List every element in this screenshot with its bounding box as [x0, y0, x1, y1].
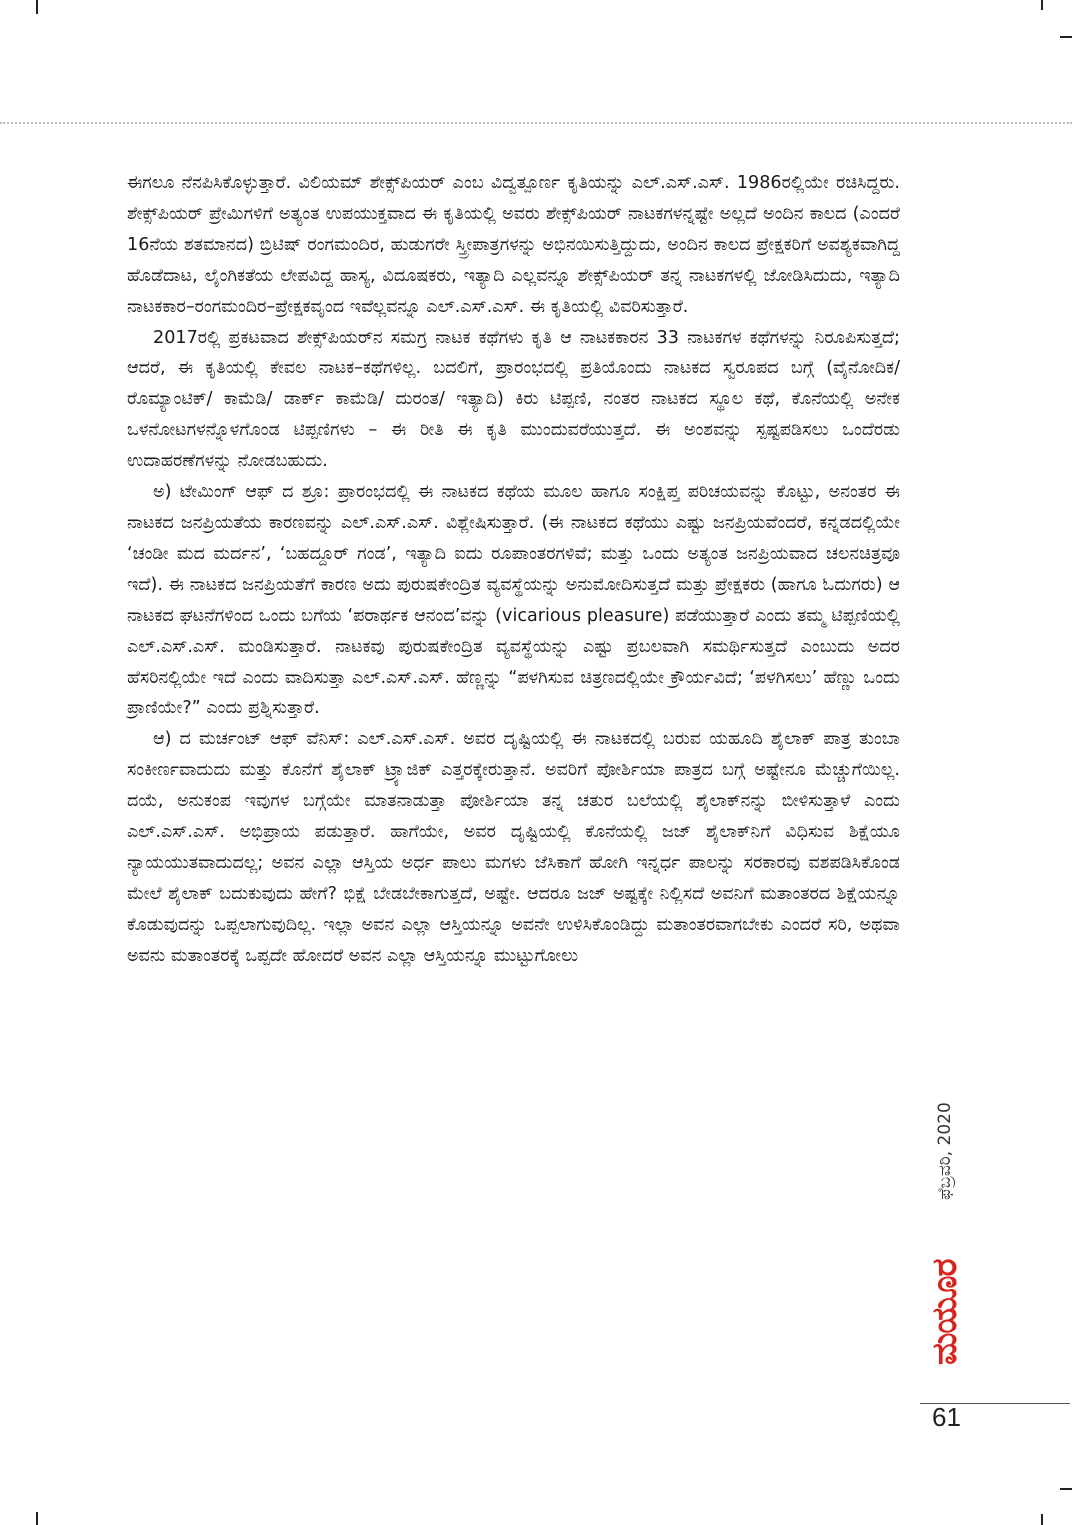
- paragraph-1: ಈಗಲೂ ನೆನಪಿಸಿಕೊಳ್ಳುತ್ತಾರೆ. ವಿಲಿಯಮ್ ಶೇಕ್ಸ್‌ಪಿಯರ್ ಎಂಬ ವಿದ್ವತ್ಪೂರ್ಣ ಕೃತಿಯನ್ನು ಎಲ್.ಎಸ್.ಎಸ್. 1986ರಲ್ಲಿಯೇ ರಚಿಸಿದ್ದರು. ಶೇಕ್ಸ್‌ಪಿಯರ್ ಪ್ರೇಮಿಗಳಿಗೆ ಅತ್ಯಂತ ಉಪಯುಕ್ತವಾದ ಈ ಕೃತಿಯಲ್ಲಿ ಅವರು ಶೇಕ್ಸ್‌ಪಿಯರ್ ನಾಟಕಗಳನ್ನಷ್ಟೇ ಅಲ್ಲದೆ ಅಂದಿನ ಕಾಲದ (ಎಂದರೆ 16ನೆಯ ಶತಮಾನದ) ಬ್ರಿಟಿಷ್ ರಂಗಮಂದಿರ, ಹುಡುಗರೇ ಸ್ತ್ರೀಪಾತ್ರಗಳನ್ನು ಅಭಿನಯಿಸುತ್ತಿದ್ದುದು, ಅಂದಿನ ಕಾಲದ ಪ್ರೇಕ್ಷಕರಿಗೆ ಅವಶ್ಯಕವಾಗಿದ್ದ ಹೊಡೆದಾಟ, ಲೈಂಗಿಕತೆಯ ಲೇಪವಿದ್ದ ಹಾಸ್ಯ, ವಿದೂಷಕರು, ಇತ್ಯಾದಿ ಎಲ್ಲವನ್ನೂ ಶೇಕ್ಸ್‌ಪಿಯರ್ ತನ್ನ ನಾಟಕಗಳಲ್ಲಿ ಜೋಡಿಸಿದುದು, ಇತ್ಯಾದಿ ನಾಟಕಕಾರ–ರಂಗಮಂದಿರ–ಪ್ರೇಕ್ಷಕವೃಂದ ಇವೆಲ್ಲವನ್ನೂ ಎಲ್.ಎಸ್.ಎಸ್. ಈ ಕೃತಿಯಲ್ಲಿ ವಿವರಿಸುತ್ತಾರೆ.: [127, 173, 900, 317]
- paragraph-2: 2017ರಲ್ಲಿ ಪ್ರಕಟವಾದ ಶೇಕ್ಸ್‌ಪಿಯರ್‌ನ ಸಮಗ್ರ ನಾಟಕ ಕಥೆಗಳು ಕೃತಿ ಆ ನಾಟಕಕಾರನ 33 ನಾಟಕಗಳ ಕಥೆಗಳನ್ನು ನಿರೂಪಿಸುತ್ತದೆ; ಆದರೆ, ಈ ಕೃತಿಯಲ್ಲಿ ಕೇವಲ ನಾಟಕ–ಕಥೆಗಳಿಲ್ಲ. ಬದಲಿಗೆ, ಪ್ರಾರಂಭದಲ್ಲಿ ಪ್ರತಿಯೊಂದು ನಾಟಕದ ಸ್ವರೂಪದ ಬಗ್ಗೆ (ವೈನೋದಿಕ/ ರೊಮ್ಯಾಂಟಿಕ್/ ಕಾಮೆಡಿ/ ಡಾರ್ಕ್ ಕಾಮೆಡಿ/ ದುರಂತ/ ಇತ್ಯಾದಿ) ಕಿರು ಟಿಪ್ಪಣಿ, ನಂತರ ನಾಟಕದ ಸ್ಥೂಲ ಕಥೆ, ಕೊನೆಯಲ್ಲಿ ಅನೇಕ ಒಳನೋಟಗಳನ್ನೊಳಗೊಂಡ ಟಿಪ್ಪಣಿಗಳು – ಈ ರೀತಿ ಈ ಕೃತಿ ಮುಂದುವರೆಯುತ್ತದೆ. ಈ ಅಂಶವನ್ನು ಸ್ಪಷ್ಟಪಡಿಸಲು ಒಂದೆರಡು ಉದಾಹರಣೆಗಳನ್ನು ನೋಡಬಹುದು.: [127, 327, 900, 472]
- paragraph-3: ಅ) ಟೇಮಿಂಗ್ ಆಫ್ ದ ಶ್ರೂ: ಪ್ರಾರಂಭದಲ್ಲಿ ಈ ನಾಟಕದ ಕಥೆಯ ಮೂಲ ಹಾಗೂ ಸಂಕ್ಷಿಪ್ತ ಪರಿಚಯವನ್ನು ಕೊಟ್ಟು, ಅನಂತರ ಈ ನಾಟಕದ ಜನಪ್ರಿಯತೆಯ ಕಾರಣವನ್ನು ಎಲ್.ಎಸ್.ಎಸ್. ವಿಶ್ಲೇಷಿಸುತ್ತಾರೆ. (ಈ ನಾಟಕದ ಕಥೆಯು ಎಷ್ಟು ಜನಪ್ರಿಯವೆಂದರೆ, ಕನ್ನಡದಲ್ಲಿಯೇ ‘ಚಂಡೀ ಮದ ಮರ್ದನ’, ‘ಬಹದ್ದೂರ್ ಗಂಡ’, ಇತ್ಯಾದಿ ಐದು ರೂಪಾಂತರಗಳಿವೆ; ಮತ್ತು ಒಂದು ಅತ್ಯಂತ ಜನಪ್ರಿಯವಾದ ಚಲನಚಿತ್ರವೂ ಇದೆ). ಈ ನಾಟಕದ ಜನಪ್ರಿಯತೆಗೆ ಕಾರಣ ಅದು ಪುರುಷಕೇಂದ್ರಿತ ವ್ಯವಸ್ಥೆಯನ್ನು ಅನುಮೋದಿಸುತ್ತದೆ ಮತ್ತು ಪ್ರೇಕ್ಷಕರು (ಹಾಗೂ ಓದುಗರು) ಆ ನಾಟಕದ ಘಟನೆಗಳಿಂದ ಒಂದು ಬಗೆಯ ‘ಪರಾರ್ಥಕ ಆನಂದ’ವನ್ನು (vicarious pleasure) ಪಡೆಯುತ್ತಾರೆ ಎಂದು ತಮ್ಮ ಟಿಪ್ಪಣಿಯಲ್ಲಿ ಎಲ್.ಎಸ್.ಎಸ್. ಮಂಡಿಸುತ್ತಾರೆ. ನಾಟಕವು ಪುರುಷಕೇಂದ್ರಿತ ವ್ಯವಸ್ಥೆಯನ್ನು ಎಷ್ಟು ಪ್ರಬಲವಾಗಿ ಸಮರ್ಥಿಸುತ್ತದೆ ಎಂಬುದು ಅದರ ಹೆಸರಿನಲ್ಲಿಯೇ ಇದೆ ಎಂದು ವಾದಿಸುತ್ತಾ ಎಲ್.ಎಸ್.ಎಸ್. ಹೆಣ್ಣನ್ನು “ಪಳಗಿಸುವ ಚಿತ್ರಣದಲ್ಲಿಯೇ ಕ್ರೌರ್ಯವಿದೆ; ‘ಪಳಗಿಸಲು’ ಹೆಣ್ಣು ಒಂದು ಪ್ರಾಣಿಯೇ?” ಎಂದು ಪ್ರಶ್ನಿಸುತ್ತಾರೆ.: [127, 482, 900, 719]
- running-sidebar: [925, 1000, 965, 1405]
- crop-mark-bottom-right: [1041, 1514, 1043, 1525]
- issue-date: ಫೆಬ್ರವರಿ, 2020: [935, 1102, 955, 1200]
- magazine-logo: ಮಯೂರ: [925, 1259, 965, 1366]
- page-number: 61: [932, 1402, 961, 1432]
- crop-mark-top-right: [1041, 0, 1043, 10]
- crop-mark-right-lower: [1060, 1488, 1072, 1490]
- article-body: [127, 168, 900, 972]
- crop-mark-right-upper: [1060, 36, 1072, 38]
- crop-mark-bottom-left: [36, 1512, 38, 1525]
- header-dotted-rule: [0, 122, 1072, 124]
- paragraph-4: ಆ) ದ ಮರ್ಚಂಟ್ ಆಫ್ ವೆನಿಸ್: ಎಲ್.ಎಸ್.ಎಸ್. ಅವರ ದೃಷ್ಟಿಯಲ್ಲಿ ಈ ನಾಟಕದಲ್ಲಿ ಬರುವ ಯಹೂದಿ ಶೈಲಾಕ್ ಪಾತ್ರ ತುಂಬಾ ಸಂಕೀರ್ಣವಾದುದು ಮತ್ತು ಕೊನೆಗೆ ಶೈಲಾಕ್ ಟ್ರ್ಯಾಜಿಕ್ ಎತ್ತರಕ್ಕೇರುತ್ತಾನೆ. ಅವರಿಗೆ ಪೋರ್ಶಿಯಾ ಪಾತ್ರದ ಬಗ್ಗೆ ಅಷ್ಟೇನೂ ಮೆಚ್ಚುಗೆಯಿಲ್ಲ. ದಯೆ, ಅನುಕಂಪ ಇವುಗಳ ಬಗ್ಗೆಯೇ ಮಾತನಾಡುತ್ತಾ ಪೋರ್ಶಿಯಾ ತನ್ನ ಚತುರ ಬಲೆಯಲ್ಲಿ ಶೈಲಾಕ್‌ನನ್ನು ಬೀಳಿಸುತ್ತಾಳೆ ಎಂದು ಎಲ್.ಎಸ್.ಎಸ್. ಅಭಿಪ್ರಾಯ ಪಡುತ್ತಾರೆ. ಹಾಗೆಯೇ, ಅವರ ದೃಷ್ಟಿಯಲ್ಲಿ ಕೊನೆಯಲ್ಲಿ ಜಜ್ ಶೈಲಾಕ್‌ನಿಗೆ ವಿಧಿಸುವ ಶಿಕ್ಷೆಯೂ ನ್ಯಾಯಯುತವಾದುದಲ್ಲ; ಅವನ ಎಲ್ಲಾ ಆಸ್ತಿಯ ಅರ್ಧ ಪಾಲು ಮಗಳು ಜೆಸಿಕಾಗೆ ಹೋಗಿ ಇನ್ನರ್ಧ ಪಾಲನ್ನು ಸರಕಾರವು ವಶಪಡಿಸಿಕೊಂಡ ಮೇಲೆ ಶೈಲಾಕ್ ಬದುಕುವುದು ಹೇಗೆ? ಭಿಕ್ಷೆ ಬೇಡಬೇಕಾಗುತ್ತದೆ, ಅಷ್ಟೇ. ಆದರೂ ಜಜ್ ಅಷ್ಟಕ್ಕೇ ನಿಲ್ಲಿಸದೆ ಅವನಿಗೆ ಮತಾಂತರದ ಶಿಕ್ಷೆಯನ್ನೂ ಕೊಡುವುದನ್ನು ಒಪ್ಪಲಾಗುವುದಿಲ್ಲ. ಇಲ್ಲಾ ಅವನ ಎಲ್ಲಾ ಆಸ್ತಿಯನ್ನೂ ಅವನೇ ಉಳಿಸಿಕೊಂಡಿದ್ದು ಮತಾಂತರವಾಗಬೇಕು ಎಂದರೆ ಸರಿ, ಅಥವಾ ಅವನು ಮತಾಂತರಕ್ಕೆ ಒಪ್ಪದೇ ಹೋದರೆ ಅವನ ಎಲ್ಲಾ ಆಸ್ತಿಯನ್ನೂ ಮುಟ್ಟುಗೋಲು: [127, 729, 900, 966]
- crop-mark-top-left: [36, 0, 38, 14]
